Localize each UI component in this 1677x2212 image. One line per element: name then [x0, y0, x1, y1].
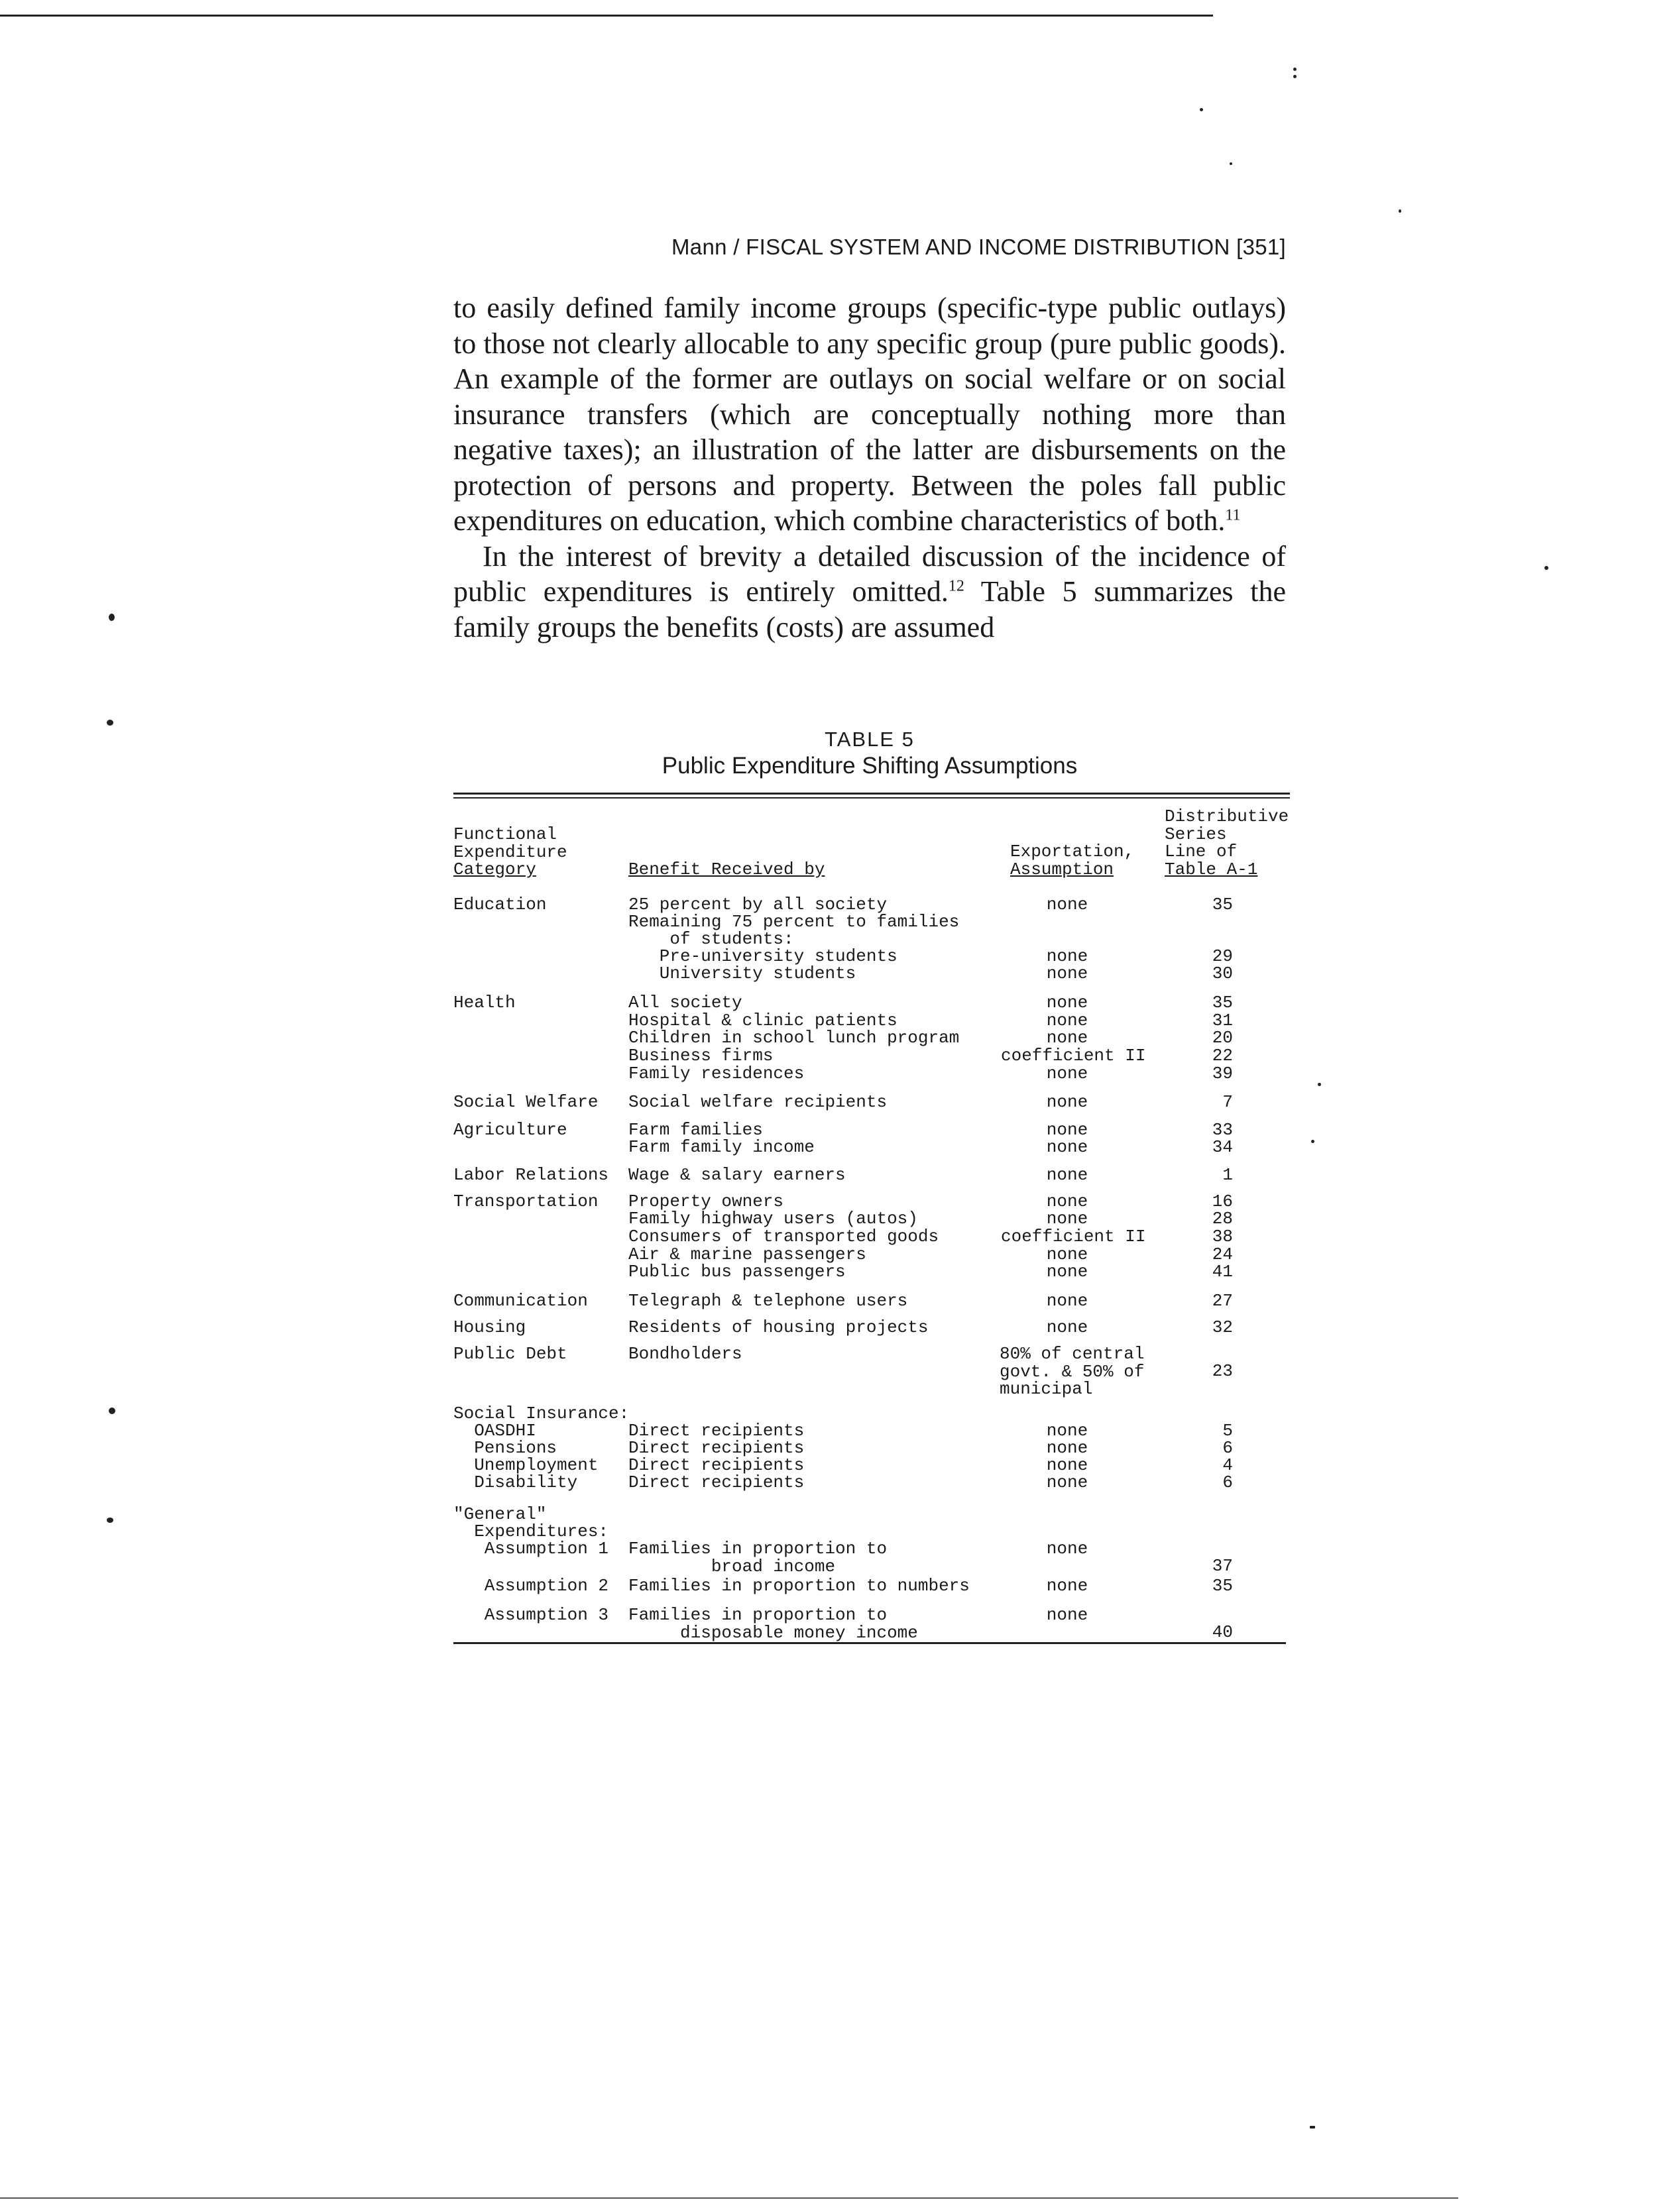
- cell-benefit: Residents of housing projects: [628, 1317, 929, 1337]
- cell-benefit: All society: [628, 993, 742, 1013]
- cell-exportation: none: [1046, 895, 1088, 914]
- cell-benefit: Farm family income: [628, 1137, 815, 1157]
- cell-series: 23: [1212, 1361, 1233, 1381]
- scan-speck: [1310, 2126, 1315, 2129]
- cell-series: 24: [1212, 1244, 1233, 1264]
- cell-category: Labor Relations: [453, 1165, 609, 1185]
- scan-speck: [1293, 68, 1297, 71]
- cell-series: 4: [1222, 1455, 1233, 1475]
- cell-exportation: none: [1046, 1605, 1088, 1625]
- footnote-ref: 12: [948, 577, 964, 595]
- cell-benefit: Families in proportion to numbers: [628, 1576, 970, 1596]
- cell-category: Public Debt: [453, 1344, 567, 1364]
- cell-series: 37: [1212, 1556, 1233, 1576]
- cell-series: 31: [1212, 1011, 1233, 1030]
- cell-category: OASDHI: [453, 1421, 536, 1441]
- cell-series: 29: [1212, 946, 1233, 966]
- cell-series: 34: [1212, 1137, 1233, 1157]
- cell-series: 32: [1212, 1317, 1233, 1337]
- cell-series: 16: [1212, 1191, 1233, 1211]
- cell-benefit: Hospital & clinic patients: [628, 1011, 897, 1030]
- cell-exportation: none: [1046, 1472, 1088, 1492]
- cell-category: Agriculture: [453, 1120, 567, 1140]
- paragraph: [453, 539, 1286, 645]
- paragraph-text: to easily defined family income groups (specific-type public outlays) to those not clearly allocable to any specific group (pure public goods). An example of the former are outlays on social welfare or on social insurance transfers (which are conceptually nothing more than negative taxes); an illustration of the latter are disbursements on the protection of persons and property. Between the poles fall public expenditures on education, which combine characteristics of both.: [453, 292, 1286, 537]
- cell-benefit: Children in school lunch program: [628, 1028, 960, 1048]
- cell-exportation: none: [1046, 1455, 1088, 1475]
- running-head: Mann / FISCAL SYSTEM AND INCOME DISTRIBUTION [351]: [671, 235, 1286, 259]
- body-text: [453, 290, 1286, 645]
- cell-exportation: none: [1046, 1028, 1088, 1048]
- header-category: Functional Expenditure Category: [453, 824, 567, 879]
- table-bottom-rule: [453, 1642, 1286, 1644]
- cell-category: Social Welfare: [453, 1092, 599, 1112]
- cell-exportation: none: [1046, 1120, 1088, 1140]
- cell-benefit: Bondholders: [628, 1344, 742, 1364]
- cell-exportation: none: [1046, 964, 1088, 983]
- cell-exportation: none: [1046, 1092, 1088, 1112]
- cell-benefit: Business firms: [628, 1046, 774, 1066]
- scan-speck: [1399, 209, 1401, 213]
- table-label: TABLE 5: [825, 728, 915, 751]
- paragraph-text: Table 5 summarizes the family groups the benefits (costs) are assumed: [453, 575, 1286, 643]
- cell-category: Health: [453, 993, 516, 1013]
- scan-speck: [107, 720, 113, 726]
- scan-speck: [1318, 1083, 1321, 1086]
- cell-category: Expenditures:: [453, 1521, 609, 1541]
- cell-benefit: Families in proportion to broad income: [628, 1539, 888, 1576]
- cell-category: Social Insurance:: [453, 1404, 630, 1423]
- cell-benefit: Property owners: [628, 1191, 784, 1211]
- cell-category: Assumption 1: [453, 1539, 609, 1559]
- scan-speck: [1293, 75, 1297, 78]
- cell-exportation: none: [1046, 1165, 1088, 1185]
- cell-exportation: none: [1046, 1209, 1088, 1229]
- cell-series: 39: [1212, 1064, 1233, 1083]
- cell-benefit: Air & marine passengers: [628, 1244, 866, 1264]
- cell-exportation: none: [1046, 1317, 1088, 1337]
- cell-benefit: Consumers of transported goods: [628, 1227, 939, 1246]
- cell-exportation: none: [1046, 1244, 1088, 1264]
- cell-series: 41: [1212, 1262, 1233, 1282]
- cell-benefit: 25 percent by all society: [628, 895, 888, 914]
- cell-benefit: Remaining 75 percent to families: [628, 912, 960, 932]
- scan-speck: [1311, 1140, 1314, 1143]
- footnote-ref: 11: [1225, 506, 1241, 524]
- cell-benefit: Direct recipients: [628, 1421, 805, 1441]
- cell-series: 7: [1222, 1092, 1233, 1112]
- cell-category: Pensions: [453, 1438, 557, 1458]
- header-benefit: Benefit Received by: [628, 859, 825, 879]
- cell-category: Assumption 3: [453, 1605, 609, 1625]
- cell-exportation: none: [1046, 1137, 1088, 1157]
- cell-exportation: none: [1046, 1539, 1088, 1559]
- cell-series: 27: [1212, 1291, 1233, 1311]
- cell-series: 22: [1212, 1046, 1233, 1066]
- cell-benefit: Direct recipients: [628, 1455, 805, 1475]
- cell-category: "General": [453, 1504, 547, 1524]
- cell-benefit: Wage & salary earners: [628, 1165, 846, 1185]
- cell-benefit: Pre-university students: [628, 946, 897, 966]
- paragraph: [453, 290, 1286, 539]
- cell-benefit: Public bus passengers: [628, 1262, 846, 1282]
- cell-benefit: Family residences: [628, 1064, 805, 1083]
- cell-exportation: none: [1046, 946, 1088, 966]
- cell-exportation: none: [1046, 1438, 1088, 1458]
- cell-category: Disability: [453, 1472, 578, 1492]
- cell-exportation: none: [1046, 1191, 1088, 1211]
- scan-speck: [1230, 162, 1232, 165]
- cell-benefit: Farm families: [628, 1120, 763, 1140]
- cell-benefit: Families in proportion to disposable money income: [628, 1605, 918, 1643]
- cell-series: 35: [1212, 993, 1233, 1013]
- cell-series: 35: [1212, 1576, 1233, 1596]
- scan-edge-line: [0, 2197, 1458, 2199]
- paragraph-text: In the interest of brevity a detailed discussion of the incidence of public expenditures is entirely omitted.: [453, 539, 1286, 608]
- cell-category: Education: [453, 895, 547, 914]
- cell-series: 5: [1222, 1421, 1233, 1441]
- header-exportation: Exportation, Assumption: [1010, 842, 1135, 879]
- cell-benefit: Direct recipients: [628, 1438, 805, 1458]
- cell-benefit: Family highway users (autos): [628, 1209, 918, 1229]
- cell-exportation: none: [1046, 1011, 1088, 1030]
- cell-benefit: Direct recipients: [628, 1472, 805, 1492]
- cell-series: 28: [1212, 1209, 1233, 1229]
- cell-category: Transportation: [453, 1191, 599, 1211]
- scan-speck: [109, 1408, 115, 1414]
- cell-exportation: coefficient II: [1001, 1227, 1146, 1246]
- cell-exportation: none: [1046, 1291, 1088, 1311]
- cell-category: Assumption 2: [453, 1576, 609, 1596]
- cell-category: Communication: [453, 1291, 588, 1311]
- cell-benefit: of students:: [628, 929, 794, 949]
- table-heading: [453, 728, 1286, 779]
- cell-series: 20: [1212, 1028, 1233, 1048]
- scan-edge-line: [0, 15, 1213, 17]
- scan-speck: [107, 1518, 113, 1523]
- cell-series: 30: [1212, 964, 1233, 983]
- scan-speck: [1200, 108, 1203, 111]
- cell-exportation: none: [1046, 1064, 1088, 1083]
- cell-exportation: none: [1046, 1421, 1088, 1441]
- cell-series: 38: [1212, 1227, 1233, 1246]
- table-top-rule: [453, 797, 1290, 799]
- cell-category: Unemployment: [453, 1455, 599, 1475]
- cell-exportation: none: [1046, 1576, 1088, 1596]
- cell-series: 1: [1222, 1165, 1233, 1185]
- header-series: Distributive Series Line of Table A-1: [1165, 806, 1289, 879]
- cell-exportation: 80% of central govt. & 50% of municipal: [1000, 1344, 1145, 1399]
- table-top-rule: [453, 793, 1290, 795]
- cell-series: 35: [1212, 895, 1233, 914]
- cell-series: 6: [1222, 1438, 1233, 1458]
- scan-speck: [109, 614, 115, 621]
- scan-speck: [1544, 566, 1548, 570]
- cell-exportation: none: [1046, 993, 1088, 1013]
- cell-exportation: none: [1046, 1262, 1088, 1282]
- cell-series: 6: [1222, 1472, 1233, 1492]
- table-title: Public Expenditure Shifting Assumptions: [662, 753, 1078, 779]
- cell-benefit: Telegraph & telephone users: [628, 1291, 908, 1311]
- cell-exportation: coefficient II: [1001, 1046, 1146, 1066]
- cell-series: 33: [1212, 1120, 1233, 1140]
- cell-series: 40: [1212, 1622, 1233, 1642]
- cell-benefit: Social welfare recipients: [628, 1092, 888, 1112]
- cell-category: Housing: [453, 1317, 526, 1337]
- cell-benefit: University students: [628, 964, 856, 983]
